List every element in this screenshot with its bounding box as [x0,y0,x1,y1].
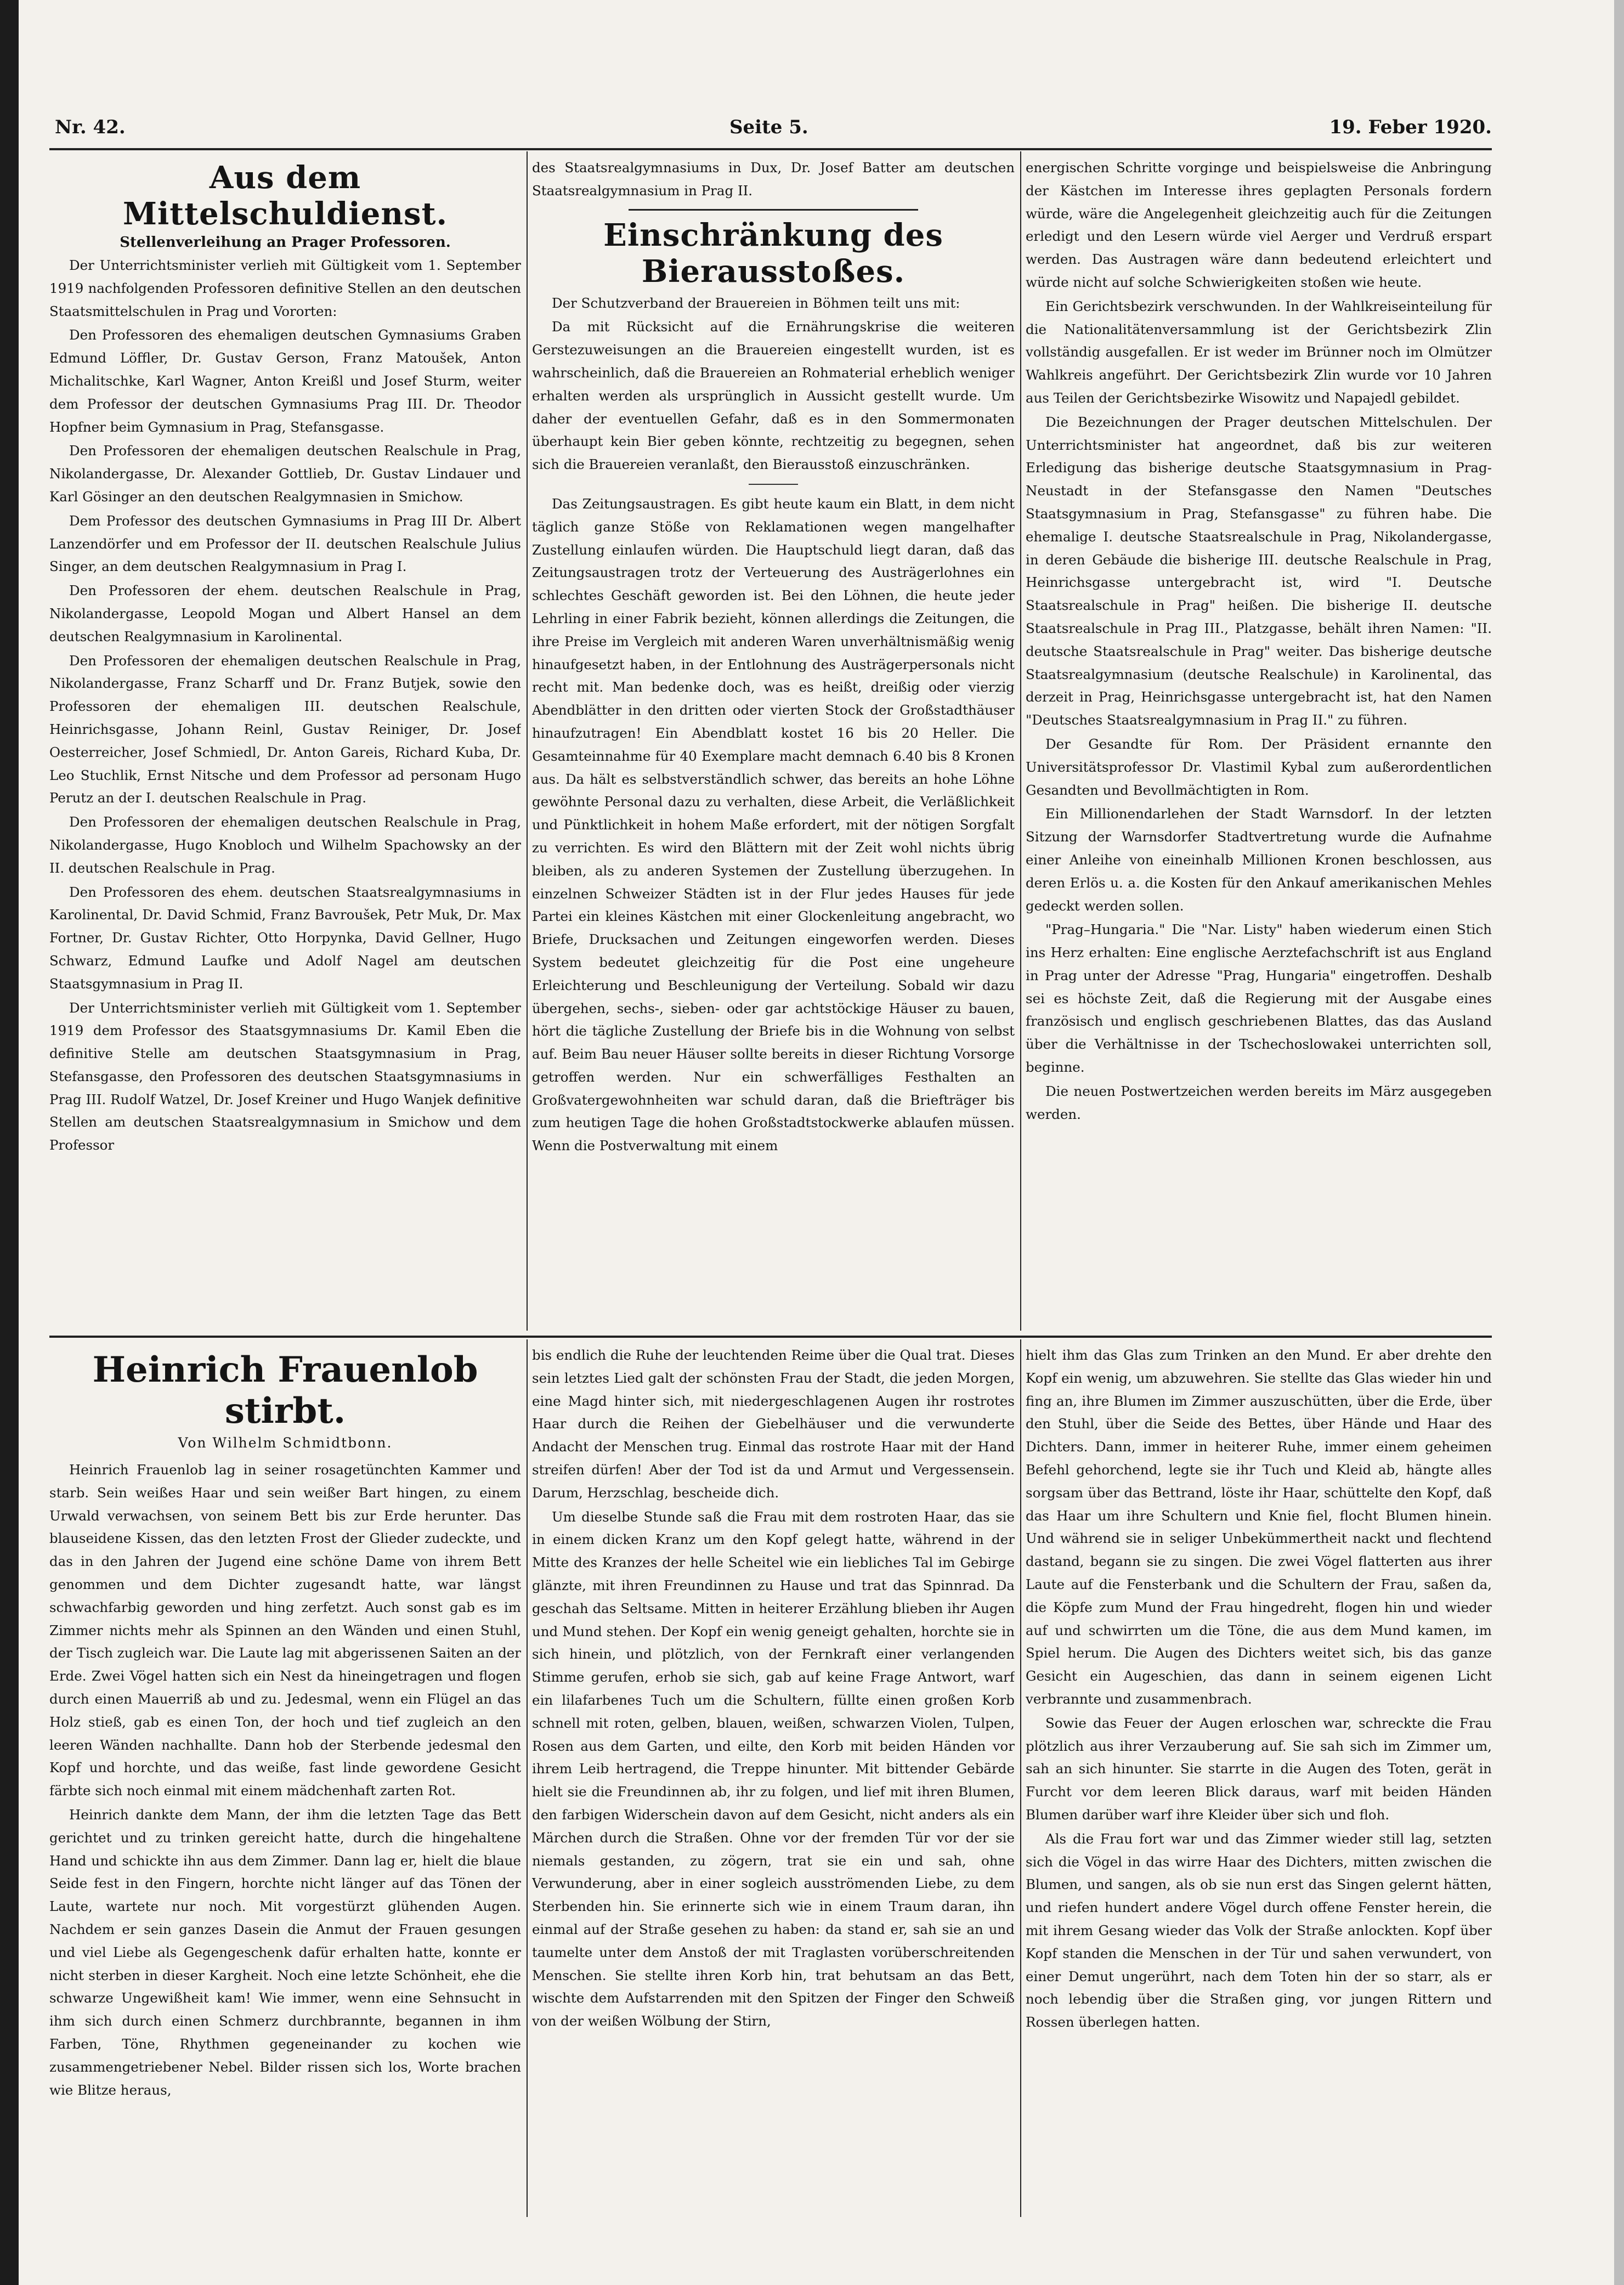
article-title: Einschränkung des Bierausstoßes. [603,217,943,290]
notice-gesandte: Der Gesandte für Rom. Der Präsident ernannte den Universitätsprofessor Dr. Vlastimil Kybal zum außerordentlichen Gesandten und Bevollmächtigten in Rom. [1026,736,1492,798]
article-title: Aus dem Mittelschuldienst. [123,160,448,232]
paragraph: Der Unterrichtsminister verlieh mit Gültigkeit vom 1. September 1919 nachfolgenden Professoren definitive Stellen an den deutschen Staatsmittelschulen in Prag und Vororten: [49,257,521,319]
page-number: Seite 5. [729,116,808,138]
issue-number: Nr. 42. [55,116,126,138]
paragraph: Den Professoren der ehemaligen deutschen Realschule in Prag, Nikolandergasse, Hugo Knobloch und Wilhelm Spachowsky an der II. deutschen Realschule in Prag. [49,814,521,876]
paragraph-continued: hielt ihm das Glas zum Trinken an den Mund. Er aber drehte den Kopf ein wenig, um abzuwehren. Sie stellte das Glas wieder hin und fing an, ihre Blumen im Zimmer auszuschütten, über die Erde, über den Stuhl, über die Seide des Bettes, über Hände und Haar des Dichters. Dann, immer in heiterer Ruhe, immer einem geheimen Befehl gehorchend, legte sie ihr Tuch und Kleid ab, hängte alles sorgsam über das Bettrand, löste ihr Haar, schüttelte den Kopf, daß das Haar um ihre Schultern und Knie fiel, flocht Blumen hinein. Und während sie in seliger Unbekümmertheit nackt und flechtend dastand, begann sie zu singen. Die zwei Vögel flatterten aus ihrer Laute auf die Fensterbank und die Schultern der Frau, saßen da, die Köpfe zum Mund der Frau hingedreht, flogen hin und wieder auf und schwirrten um die Töne, die aus dem Mund kamen, im Spiel herum. Die Augen des Dichters weitet sich, bis das ganze Gesicht ein Augeschien, das dann in seinem eigenen Licht verbrannte und zusammenbrach. [1026,1347,1492,1707]
column-rule [1020,151,1021,1331]
scan-edge-left [0,0,19,2285]
paragraph: Um dieselbe Stunde saß die Frau mit dem rostroten Haar, das sie in einem dicken Kranz um den Kopf gelegt hatte, während in der Mitte des Kranzes der helle Scheitel wie ein liebliches Tal im Gebirge glänzte, mit ihren Freundinnen zu Hause und trat das Spinnrad. Da geschah das Seltsame. Mitten in heiterer Erzählung blieben ihr Augen und Mund stehen. Der Kopf ein wenig geneigt gehalten, horchte sie in sich hinein, und plötzlich, von der Fernkraft einer verlangenden Stimme gerufen, erhob sie sich, gab auf keine Frage Antwort, warf ein lilafarbenes Tuch um die Schultern, füllte einen großen Korb schnell mit roten, gelben, blauen, weißen, schwarzen Violen, Tulpen, Rosen aus dem Garten, und eilte, den Korb mit beiden Händen vor ihrem Leib hertragend, die Treppe hinunter. Mit bittender Gebärde hielt sie die Freundinnen ab, ihr zu folgen, und lief mit ihren Blumen, den farbigen Widerschein davon auf dem Gesicht, nicht anders als ein Märchen durch die Straßen. Ohne vor der fremden Tür vor der sie niemals gestanden, zu zögern, trat sie ein und sah, ohne Verwunderung, aber in einer sogleich ausströmenden Liebe, zu dem Sterbenden hin. Sie erinnerte sich wie in einem Traum daran, ihn einmal auf der Straße gesehen zu haben: da stand er, sah sie an und taumelte unter dem Anstoß der mit Traglasten vorüberschreitenden Menschen. Sie stellte ihren Korb hin, trat behutsam an das Bett, wischte dem Aufstarrenden mit den Spitzen der Finger den Schweiß von der weißen Wölbung der Stirn, [532,1508,1015,2029]
story-byline: Von Wilhelm Schmidtbonn. [178,1435,393,1451]
article-subtitle: Stellenverleihung an Prager Professoren. [120,234,451,251]
notice-warnsdorf: Ein Millionendarlehen der Stadt Warnsdorf. In der letzten Sitzung der Warnsdorfer Stadtvertretung wurde die Aufnahme einer Anleihe von eineinhalb Millionen Kronen beschlossen, aus deren Erlös u. a. die Kosten für den Ankauf amerikanischen Mehles gedeckt werden sollen. [1026,806,1492,914]
paragraph: Heinrich dankte dem Mann, der ihm die letzten Tage das Bett gerichtet und zu trinken gereicht hatte, durch die hingehaltene Hand und schickte ihn aus dem Zimmer. Dann lag er, hielt die blaue Seide fest in den Fingern, horchte nicht länger auf das Tönen der Laute, wartete nur noch. Mit vorgestürzt glühenden Augen. Nachdem er sein ganzes Dasein die Anmut der Frauen gesungen und viel Liebe als Gegengeschenk dafür erhalten hatte, konnte er nicht sterben in dieser Kargheit. Noch eine letzte Schönheit, ehe die schwarze Ungewißheit kam! Wie immer, wenn eine Sehnsucht in ihm sich durch einen Schmerz durchbrannte, begannen in ihm Farben, Töne, Rhythmen gegeneinander zu kochen wie zusammengetriebener Nebel. Bilder rissen sich los, Worte brachen wie Blitze heraus, [49,1806,521,2098]
paragraph: Den Professoren des ehem. deutschen Staatsrealgymnasiums in Karolinental, Dr. David Schmid, Franz Bavroušek, Petr Muk, Dr. Max Fortner, Dr. Gustav Richter, Otto Horpynka, David Gellner, Hugo Schwarz, Edmund Laufke und Adolf Nagel am deutschen Staatsgymnasium in Prag II. [49,884,521,992]
header-rule [49,148,1492,150]
column-bierausstoss [532,156,1015,1330]
paragraph: Der Unterrichtsminister verlieh mit Gültigkeit vom 1. September 1919 dem Professor des Staatsgymnasiums Dr. Kamil Eben die definitive Stelle am deutschen Staatsgymnasium in Prag, Stefansgasse, den Professoren des deutschen Staatsgymnasiums in Prag III. Rudolf Watzel, Dr. Josef Kreiner und Hugo Wanjek definitive Stellen am deutschen Staatsrealgymnasium in Smichow und dem Professor [49,999,521,1153]
paragraph: Als die Frau fort war und das Zimmer wieder still lag, setzten sich die Vögel in das wirre Haar des Dichters, mitten zwischen die Blumen, und sangen, als ob sie nun erst das Singen gelernt hätten, und riefen hundert andere Vögel durch offene Fenster herein, die mit ihrem Gesang wieder das Volk der Straße anlockten. Kopf über Kopf standen die Menschen in der Tür und sahen verwundert, von einer Demut ungerührt, nach dem Toten hin der so starr, als er noch lebendig über die Straßen ging, vor jungen Rittern und Rossen überlegen hatten. [1026,1830,1492,2031]
story-column-2 [532,1344,1015,2243]
divider [749,484,798,485]
paragraph: Den Professoren der ehemaligen deutschen Realschule in Prag, Nikolandergasse, Franz Scharff und Dr. Franz Butjek, sowie den Professoren der ehemaligen III. deutschen Realschule, Heinrichsgasse, Johann Reinl, Gustav Reiniger, Dr. Josef Oesterreicher, Josef Schmiedl, Dr. Anton Gareis, Richard Kuba, Dr. Leo Stuchlik, Ernst Nitsche und dem Professor ad personam Hugo Perutz an der I. deutschen Realschule in Prag. [49,652,521,806]
paragraph-continued: bis endlich die Ruhe der leuchtenden Reime über die Qual trat. Dieses sein letztes Lied galt der schönsten Frau der Stadt, die jeden Morgen, eine Magd hinter sich, mit niedergeschlagenen Augen ihr rostrotes Haar durch die Reihen der Giebelhäuser und die verwunderte Andacht der Menschen trug. Einmal das rostrote Haar mit der Hand streifen dürfen! Aber der Tod ist da und Armut und Vergessensein. Darum, Herzschlag, bescheide dich. [532,1347,1015,1501]
notice-postwertzeichen: Die neuen Postwertzeichen werden bereits im März ausgegeben werden. [1026,1083,1492,1122]
paragraph: Den Professoren der ehem. deutschen Realschule in Prag, Nikolandergasse, Leopold Mogan und Albert Hansel an dem deutschen Realgymnasium in Karolinental. [49,582,521,644]
paragraph: Der Schutzverband der Brauereien in Böhmen teilt uns mit: [552,295,960,311]
paragraph-continued: energischen Schritte vorginge und beispielsweise die Anbringung der Kästchen im Interesse ihres geplagten Personals fordern würde, wäre die Angelegenheit gleichzeitig auch für die Zeitungen erledigt und den Lesern würde viel Aerger und Verdruß erspart werden. Das Austragen wäre dann bedeutend erleichtert und würde nicht auf solche Schwierigkeiten stoßen wie heute. [1026,160,1492,290]
paragraph-continued: des Staatsrealgymnasiums in Dux, Dr. Josef Batter am deutschen Staatsrealgymnasium in Prag II. [532,160,1015,199]
story-column-3 [1026,1344,1492,2243]
column-notices [1026,156,1492,1330]
notice-mittelschulen: Die Bezeichnungen der Prager deutschen Mittelschulen. Der Unterrichtsminister hat angeordnet, daß bis zur weiteren Erledigung das bisherige deutsche Staatsgymnasium in Prag-Neustadt in der Stefansgasse den Namen "Deutsches Staatsgymnasium in Prag, Stefansgasse" zu führen habe. Die ehemalige I. deutsche Staatsrealschule in Prag, Nikolandergasse, in deren Gebäude die bisherige III. deutsche Realschule in Prag, Heinrichsgasse untergebracht ist, wird "I. Deutsche Staatsrealschule in Prag" heißen. Die bisherige II. deutsche Staatsrealschule in Prag III., Platzgasse, behält ihren Namen: "II. deutsche Staatsrealschule in Prag" weiter. Das bisherige deutsche Staatsrealgymnasium (deutsche Realschule) in Karolinental, das derzeit in Prag, Heinrichsgasse untergebracht ist, hat den Namen "Deutsches Staatsrealgymnasium in Prag II." zu führen. [1026,414,1492,728]
paragraph: Den Professoren der ehemaligen deutschen Realschule in Prag, Nikolandergasse, Dr. Alexander Gottlieb, Dr. Gustav Lindauer und Karl Gösinger an den deutschen Realgymnasien in Smichow. [49,443,521,505]
column-rule [1020,1339,1021,2217]
story-title: Heinrich Frauenlob stirbt. [92,1349,478,1432]
column-mittelschuldienst [49,156,521,1330]
story-column-1 [49,1344,521,2243]
paragraph: Da mit Rücksicht auf die Ernährungskrise die weiteren Gerstezuweisungen an die Brauereien eingestellt wurden, ist es wahrscheinlich, daß die Brauereien an Rohmaterial erheblich weniger erhalten werden als ursprünglich in Aussicht gestellt wurde. Um daher der eventuellen Gefahr, daß es in den Sommermonaten überhaupt kein Bier geben könnte, rechtzeitig zu begegnen, sehen sich die Brauereien veranlaßt, den Bierausstoß einzuschränken. [532,319,1015,473]
paragraph: Das Zeitungsaustragen. Es gibt heute kaum ein Blatt, in dem nicht täglich ganze Stöße von Reklamationen wegen mangelhafter Zustellung einlaufen würden. Die Hauptschuld liegt daran, daß das Zeitungsaustragen trotz der Verteuerung des Austrägerlohnes ein schlechtes Geschäft geworden ist. Bei den Löhnen, die heute jeder Lehrling in einer Fabrik bezieht, können allerdings die Zeitungen, die ihre Preise im Vergleich mit anderen Waren unverhältnismäßig wenig hinaufgesetzt haben, in der Entlohnung des Austrägerpersonals nicht recht mit. Man bedenke doch, was es heißt, dreißig oder vierzig Abendblätter in den dritten oder vierten Stock der Großstadthäuser hinaufzutragen! Ein Abendblatt kostet 16 bis 20 Heller. Die Gesamteinnahme für 40 Exemplare macht demnach 6.40 bis 8 Kronen aus. Da hält es selbstverständlich schwer, das bereits an hohe Löhne gewöhnte Personal dazu zu verhalten, diese Arbeit, die Verläßlichkeit und Pünktlichkeit in hohem Maße erfordert, mit der nötigen Sorgfalt zu verrichten. Es wird den Blättern mit der Zeit wohl nichts übrig bleiben, als zu anderen Systemen der Zustellung überzugehen. In einzelnen Schweizer Städten ist in der Flur jedes Hauses für jede Partei ein kleines Kästchen mit einer Glockenleitung angebracht, wo Briefe, Drucksachen und Zeitungen eingeworfen werden. Dieses System bedeutet gleichzeitig für die Post eine ungeheure Erleichterung und Beschleunigung der Verteilung. Sobald wir dazu übergehen, sechs-, sieben- oder gar achtstöckige Häuser zu bauen, hört die tägliche Zustellung der Briefe bis in die Wohnung von selbst auf. Beim Bau neuer Häuser sollte bereits in dieser Richtung Vorsorge getroffen werden. Nur ein schwerfälliges Festhalten an Großvatergewohnheiten war schuld daran, daß die Briefträger bis zum heutigen Tage die hohen Großstadtstockwerke ablaufen müssen. Wenn die Postverwaltung mit einem [532,495,1015,1154]
column-rule [527,1339,528,2217]
paragraph: Heinrich Frauenlob lag in seiner rosagetünchten Kammer und starb. Sein weißes Haar und sein weißer Bart hingen, zu einem Urwald verwachsen, von seinem Bett bis zur Erde herunter. Das blauseidene Kissen, das den letzten Frost der Glieder zudeckte, und das in den Jahren der Jugend eine schöne Dame von ihrem Bett genommen und dem Dichter zugesandt hatte, war längst schwachfarbig geworden und hing zerfetzt. Auch sonst gab es im Zimmer nichts mehr als Spinnen an den Wänden und einen Stuhl, der Tisch zugleich war. Die Laute lag mit abgerissenen Saiten an der Erde. Zwei Vögel hatten sich ein Nest da hineingetragen und flogen durch einen Mauerriß ab und zu. Jedesmal, wenn ein Flügel an das Holz stieß, gab es einen Ton, der hoch und tief zugleich an den leeren Wänden nachhallte. Dann hob der Sterbende jedesmal den Kopf und horchte, und das weiße, fast linde gewordene Gesicht färbte sich noch einmal mit einem mädchenhaft zarten Rot. [49,1462,521,1799]
page-header [49,116,1492,149]
divider [629,209,918,211]
notice-gerichtsbezirk: Ein Gerichtsbezirk verschwunden. In der Wahlkreiseinteilung für die Nationalitätenversammlung ist der Gerichtsbezirk Zlin vollständig ausgefallen. Er ist weder im Brünner noch im Olmützer Wahlkreis angeführt. Der Gerichtsbezirk Zlin wurde vor 10 Jahren aus Teilen der Gerichtsbezirke Wisowitz und Napajedl gebildet. [1026,298,1492,406]
paragraph: Den Professoren des ehemaligen deutschen Gymnasiums Graben Edmund Löffler, Dr. Gustav Gerson, Franz Matoušek, Anton Michalitschke, Karl Wagner, Anton Kreißl und Josef Sturm, weiter dem Professor der deutschen Gymnasiums Prag III. Dr. Theodor Hopfner beim Gymnasium in Prag, Stefansgasse. [49,327,521,435]
scan-edge-right [1614,0,1624,2285]
paragraph: Dem Professor des deutschen Gymnasiums in Prag III Dr. Albert Lanzendörfer und em Professor der II. deutschen Realschule Julius Singer, an dem deutschen Realgymnasium in Prag I. [49,512,521,575]
column-rule [527,151,528,1331]
notice-prag-hungaria: "Prag–Hungaria." Die "Nar. Listy" haben wiederum einen Stich ins Herz erhalten: Eine englische Aerztefachschrift ist aus England in Prag unter der Adresse "Prag, Hungaria" eingetroffen. Deshalb sei es höchste Zeit, daß die Regierung mit der Ausgabe eines französisch und englisch geschriebenen Blattes, das das Ausland über die Verhältnisse in der Tschechoslowakei unterrichten soll, beginne. [1026,921,1492,1076]
feuilleton-rule [49,1336,1492,1338]
paragraph: Sowie das Feuer der Augen erloschen war, schreckte die Frau plötzlich aus ihrer Verzauberung auf. Sie sah sich im Zimmer um, sah an sich hinunter. Sie starrte in die Augen des Toten, gerät in Furcht vor dem leeren Blick daraus, warf mit beiden Händen Blumen darüber warf ihre Kleider über sich und floh. [1026,1715,1492,1823]
issue-date: 19. Feber 1920. [1329,116,1492,138]
